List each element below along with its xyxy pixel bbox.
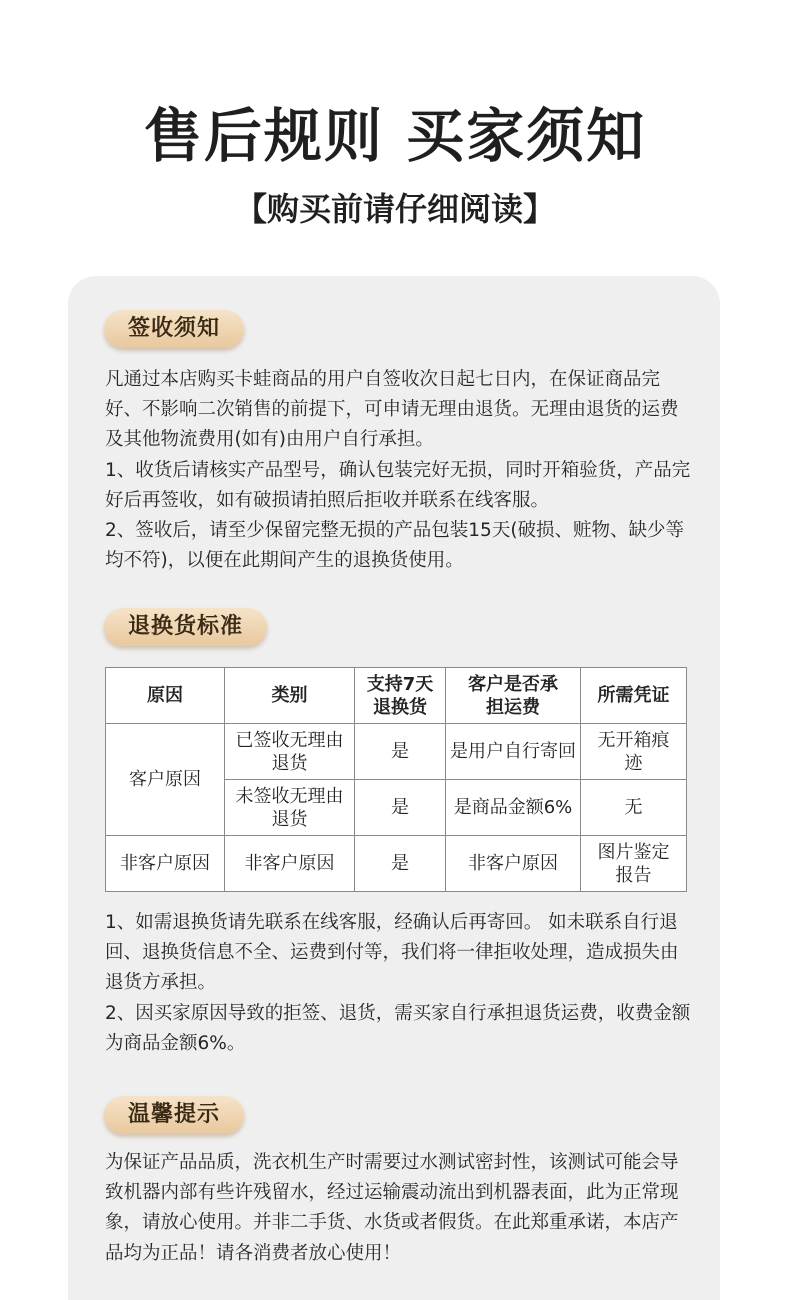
returns-table xyxy=(105,667,687,892)
header-proof: 所需凭证 xyxy=(581,668,687,724)
table-header-row xyxy=(106,668,687,724)
table-row xyxy=(106,836,687,892)
cell-freight: 是用户自行寄回 xyxy=(446,724,581,780)
section-label-tips: 温馨提示 xyxy=(104,1096,244,1134)
tips-text xyxy=(105,1148,695,1269)
returns-note-2: 2、因买家原因导致的拒签、退货，需买家自行承担退货运费，收费金额为商品金额6%。 xyxy=(105,1002,691,1054)
returns-note-1: 1、如需退换货请先联系在线客服，经确认后再寄回。 如未联系自行退回、退换货信息不全、运费到付等，我们将一律拒收处理，造成损失由退货方承担。 xyxy=(105,912,679,994)
cell-category: 未签收无理由退货 xyxy=(225,780,355,836)
header-freight: 客户是否承担运费 xyxy=(446,668,581,724)
cell-category: 已签收无理由退货 xyxy=(225,724,355,780)
header-support: 支持7天退换货 xyxy=(355,668,446,724)
cell-category: 非客户原因 xyxy=(225,836,355,892)
signing-text xyxy=(105,365,695,576)
signing-paragraph-1: 1、收货后请核实产品型号，确认包装完好无损，同时开箱验货，产品完好后再签收，如有破损请拍照后拒收并联系在线客服。 xyxy=(105,459,691,511)
cell-support: 是 xyxy=(355,780,446,836)
signing-paragraph-2: 2、签收后，请至少保留完整无损的产品包装15天(破损、赃物、缺少等均不符)，以便在此期间产生的退换货使用。 xyxy=(105,520,685,572)
cell-support: 是 xyxy=(355,724,446,780)
section-label-returns: 退换货标准 xyxy=(104,608,267,646)
cell-reason: 非客户原因 xyxy=(106,836,225,892)
cell-support: 是 xyxy=(355,836,446,892)
rules-card xyxy=(68,276,720,1300)
page-subtitle: 【购买前请仔细阅读】 xyxy=(234,190,555,228)
tips-paragraph: 为保证产品品质，洗衣机生产时需要过水测试密封性，该测试可能会导致机器内部有些许残留水，经过运输震动流出到机器表面，此为正常现象，请放心使用。并非二手货、水货或者假货。在此郑重承诺，本店产品均为正品！请各消费者放心使用！ xyxy=(105,1152,679,1264)
cell-reason: 客户原因 xyxy=(106,724,225,836)
cell-proof: 无开箱痕迹 xyxy=(581,724,687,780)
header-category: 类别 xyxy=(225,668,355,724)
returns-notes xyxy=(105,908,695,1059)
cell-freight: 非客户原因 xyxy=(446,836,581,892)
cell-freight: 是商品金额6% xyxy=(446,780,581,836)
section-label-signing: 签收须知 xyxy=(104,310,244,348)
signing-paragraph-intro: 凡通过本店购买卡蛙商品的用户自签收次日起七日内，在保证商品完好、不影响二次销售的前提下，可申请无理由退货。无理由退货的运费及其他物流费用(如有)由用户自行承担。 xyxy=(105,369,679,451)
page-title: 售后规则 买家须知 xyxy=(143,102,647,170)
cell-proof: 无 xyxy=(581,780,687,836)
header-reason: 原因 xyxy=(106,668,225,724)
table-row xyxy=(106,724,687,780)
cell-proof: 图片鉴定报告 xyxy=(581,836,687,892)
